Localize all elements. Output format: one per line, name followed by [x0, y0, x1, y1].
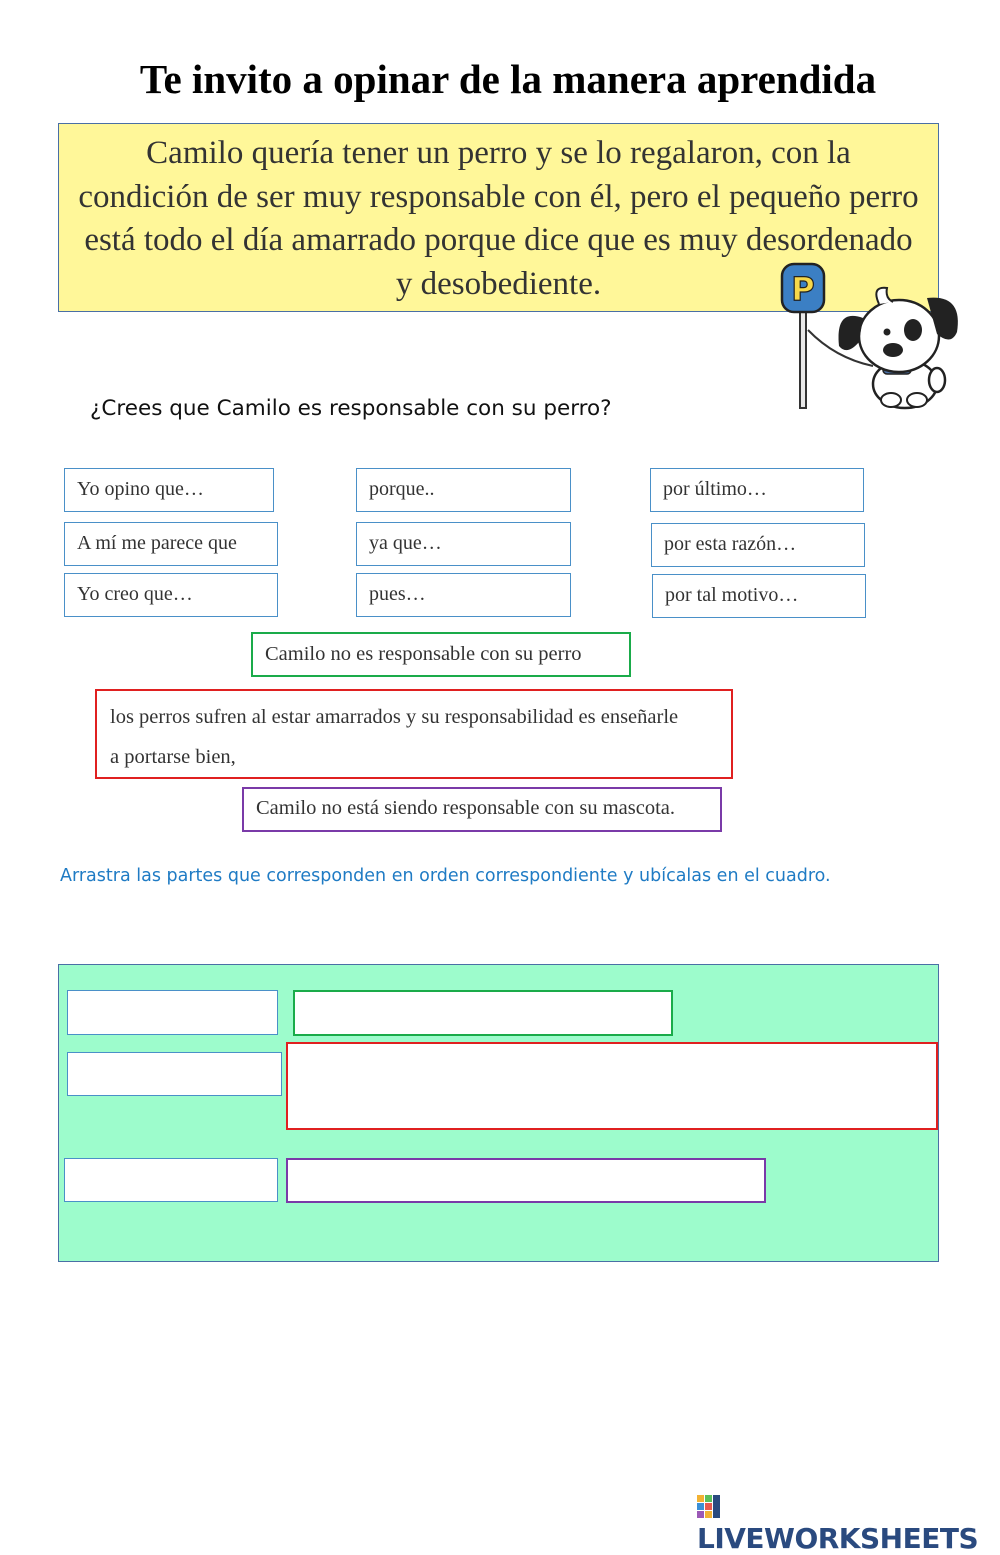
footer-brand	[697, 1489, 1000, 1555]
answer-reason[interactable]	[95, 689, 733, 779]
story-box: Camilo quería tener un perro y se lo regalaron, con la condición de ser muy responsable con él, pero el pequeño perro está todo el día amarrado porque dice que es muy desordenado y desobediente.	[58, 123, 939, 312]
slot-opinion[interactable]	[293, 990, 673, 1036]
page-title: Te invito a opinar de la manera aprendida	[139, 56, 877, 102]
slot-reason[interactable]	[286, 1042, 938, 1130]
chip-pues[interactable]: pues…	[356, 573, 571, 617]
answer-reason-line-2: a portarse bien,	[110, 746, 236, 768]
slot-conclusion[interactable]	[286, 1158, 766, 1203]
sign-letter: P	[791, 270, 815, 308]
chip-yo-creo[interactable]: Yo creo que…	[64, 573, 278, 617]
chip-por-ultimo[interactable]: por último…	[650, 468, 864, 512]
question-text: ¿Crees que Camilo es responsable con su perro?	[90, 396, 612, 421]
chip-por-tal-motivo[interactable]: por tal motivo…	[652, 574, 866, 618]
chip-a-mi-me-parece[interactable]: A mí me parece que	[64, 522, 278, 566]
answer-reason-line-1: los perros sufren al estar amarrados y su responsabilidad es enseñarle	[110, 706, 679, 728]
answer-conclusion[interactable]: Camilo no está siendo responsable con su mascota.	[242, 787, 722, 832]
parking-sign-icon	[782, 264, 824, 408]
instruction-text: Arrastra las partes que corresponden en orden correspondiente y ubícalas en el cuadro.	[60, 866, 831, 886]
slot-connector-2[interactable]	[67, 1052, 282, 1096]
chip-ya-que[interactable]: ya que…	[356, 522, 571, 566]
dog-icon	[839, 288, 958, 408]
slot-connector-3[interactable]	[64, 1158, 278, 1202]
chip-por-esta-razon[interactable]: por esta razón…	[651, 523, 865, 567]
dog-illustration	[775, 258, 965, 414]
footer-brand-text: LIVEWORKSHEETS	[697, 1522, 979, 1555]
slot-connector-1[interactable]	[67, 990, 278, 1035]
answer-opinion[interactable]: Camilo no es responsable con su perro	[251, 632, 631, 677]
liveworksheets-logo-icon	[697, 1495, 721, 1519]
chip-porque[interactable]: porque..	[356, 468, 571, 512]
chip-yo-opino[interactable]: Yo opino que…	[64, 468, 274, 512]
